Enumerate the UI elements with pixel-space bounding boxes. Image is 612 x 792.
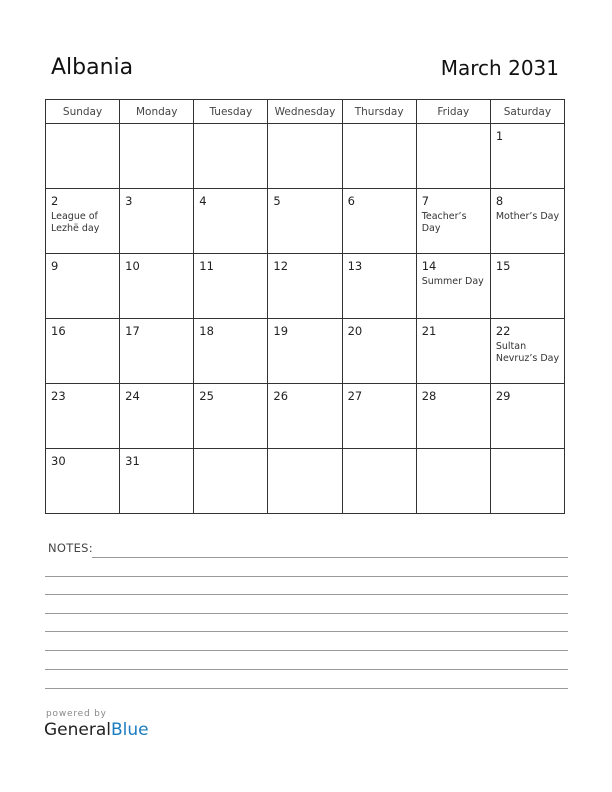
- day-cell: [342, 319, 416, 384]
- country-title: Albania: [51, 55, 134, 80]
- note-line: [45, 594, 568, 595]
- day-cell: [268, 189, 342, 254]
- day-number: 26: [273, 389, 289, 403]
- day-cell: [120, 189, 194, 254]
- day-number: 17: [125, 324, 140, 338]
- note-line: [45, 669, 568, 670]
- day-number: 3: [125, 194, 133, 208]
- week-row: [46, 384, 565, 449]
- day-number: 30: [51, 454, 66, 468]
- day-number: 20: [347, 324, 363, 338]
- day-cell: [120, 449, 194, 514]
- day-cell: [46, 384, 120, 449]
- month-year-title: March 2031: [440, 56, 559, 80]
- day-cell: [46, 254, 120, 319]
- day-cell: [46, 449, 120, 514]
- day-number: 7: [421, 194, 430, 208]
- week-row: [46, 189, 565, 254]
- day-cell: [416, 254, 490, 319]
- day-number: 27: [347, 389, 363, 403]
- note-line: [45, 688, 568, 689]
- day-cell: [46, 319, 120, 384]
- day-number: 28: [421, 389, 437, 403]
- day-cell: [120, 319, 194, 384]
- day-cell: [120, 124, 194, 189]
- day-number: 14: [421, 259, 437, 273]
- day-number: 29: [495, 389, 511, 403]
- holiday-label: Teacher’s Day: [421, 211, 467, 234]
- day-number: 9: [51, 259, 59, 273]
- day-cell: [194, 319, 268, 384]
- day-cell: [194, 254, 268, 319]
- day-cell: [194, 189, 268, 254]
- holiday-label: Mother’s Day: [495, 211, 560, 222]
- day-number: 13: [347, 259, 363, 273]
- brand-logo: [44, 720, 149, 740]
- day-cell: [194, 384, 268, 449]
- weekday-friday: Friday: [416, 100, 490, 124]
- day-cell: [268, 449, 342, 514]
- day-number: 24: [125, 389, 140, 403]
- holiday-label: League of Lezhë day: [51, 211, 100, 234]
- day-cell: [416, 319, 490, 384]
- day-number: 16: [51, 324, 66, 338]
- day-number: 22: [495, 324, 511, 338]
- day-cell: [416, 189, 490, 254]
- day-cell: [490, 189, 564, 254]
- day-cell: [342, 254, 416, 319]
- day-cell: [342, 384, 416, 449]
- brand-general: General: [44, 720, 111, 740]
- day-number: 4: [199, 194, 207, 208]
- day-cell: [342, 189, 416, 254]
- week-row: [46, 319, 565, 384]
- note-line: [92, 557, 568, 558]
- day-cell: [194, 124, 268, 189]
- day-cell: [490, 319, 564, 384]
- day-number: 31: [125, 454, 140, 468]
- day-cell: [268, 319, 342, 384]
- weekday-sunday: Sunday: [46, 100, 120, 124]
- day-cell: [490, 124, 564, 189]
- note-line: [45, 631, 568, 632]
- day-cell: [46, 189, 120, 254]
- day-number: 18: [199, 324, 214, 338]
- day-cell: [120, 254, 194, 319]
- day-cell: [416, 384, 490, 449]
- weekday-saturday: Saturday: [490, 100, 564, 124]
- day-cell: [194, 449, 268, 514]
- note-line: [45, 576, 568, 577]
- day-cell: [490, 449, 564, 514]
- day-number: 21: [421, 324, 437, 338]
- day-cell: [268, 384, 342, 449]
- brand-blue: Blue: [111, 720, 149, 740]
- day-number: 11: [199, 259, 214, 273]
- note-line: [45, 613, 568, 614]
- day-number: 10: [125, 259, 140, 273]
- weekday-header-row: [46, 100, 565, 124]
- holiday-label: Summer Day: [421, 276, 484, 287]
- note-line: [45, 650, 568, 651]
- weekday-tuesday: Tuesday: [194, 100, 268, 124]
- week-row: [46, 254, 565, 319]
- day-cell: [342, 124, 416, 189]
- day-number: 23: [51, 389, 66, 403]
- week-row: [46, 449, 565, 514]
- powered-by-label: powered by: [46, 709, 107, 719]
- day-cell: [120, 384, 194, 449]
- day-cell: [46, 124, 120, 189]
- weekday-monday: Monday: [120, 100, 194, 124]
- day-number: 19: [273, 324, 289, 338]
- day-number: 2: [51, 194, 59, 208]
- week-row: [46, 124, 565, 189]
- day-cell: [490, 384, 564, 449]
- weekday-wednesday: Wednesday: [268, 100, 342, 124]
- calendar-grid: [45, 99, 565, 514]
- day-number: 1: [495, 129, 504, 143]
- day-number: 6: [347, 194, 355, 208]
- day-number: 12: [273, 259, 289, 273]
- day-number: 8: [495, 194, 504, 208]
- day-cell: [268, 254, 342, 319]
- day-cell: [490, 254, 564, 319]
- day-number: 15: [495, 259, 511, 273]
- day-number: 25: [199, 389, 214, 403]
- weekday-thursday: Thursday: [342, 100, 416, 124]
- notes-label: NOTES:: [48, 541, 93, 555]
- holiday-label: Sultan Nevruz’s Day: [495, 341, 560, 364]
- day-cell: [342, 449, 416, 514]
- day-cell: [416, 124, 490, 189]
- day-number: 5: [273, 194, 281, 208]
- day-cell: [268, 124, 342, 189]
- day-cell: [416, 449, 490, 514]
